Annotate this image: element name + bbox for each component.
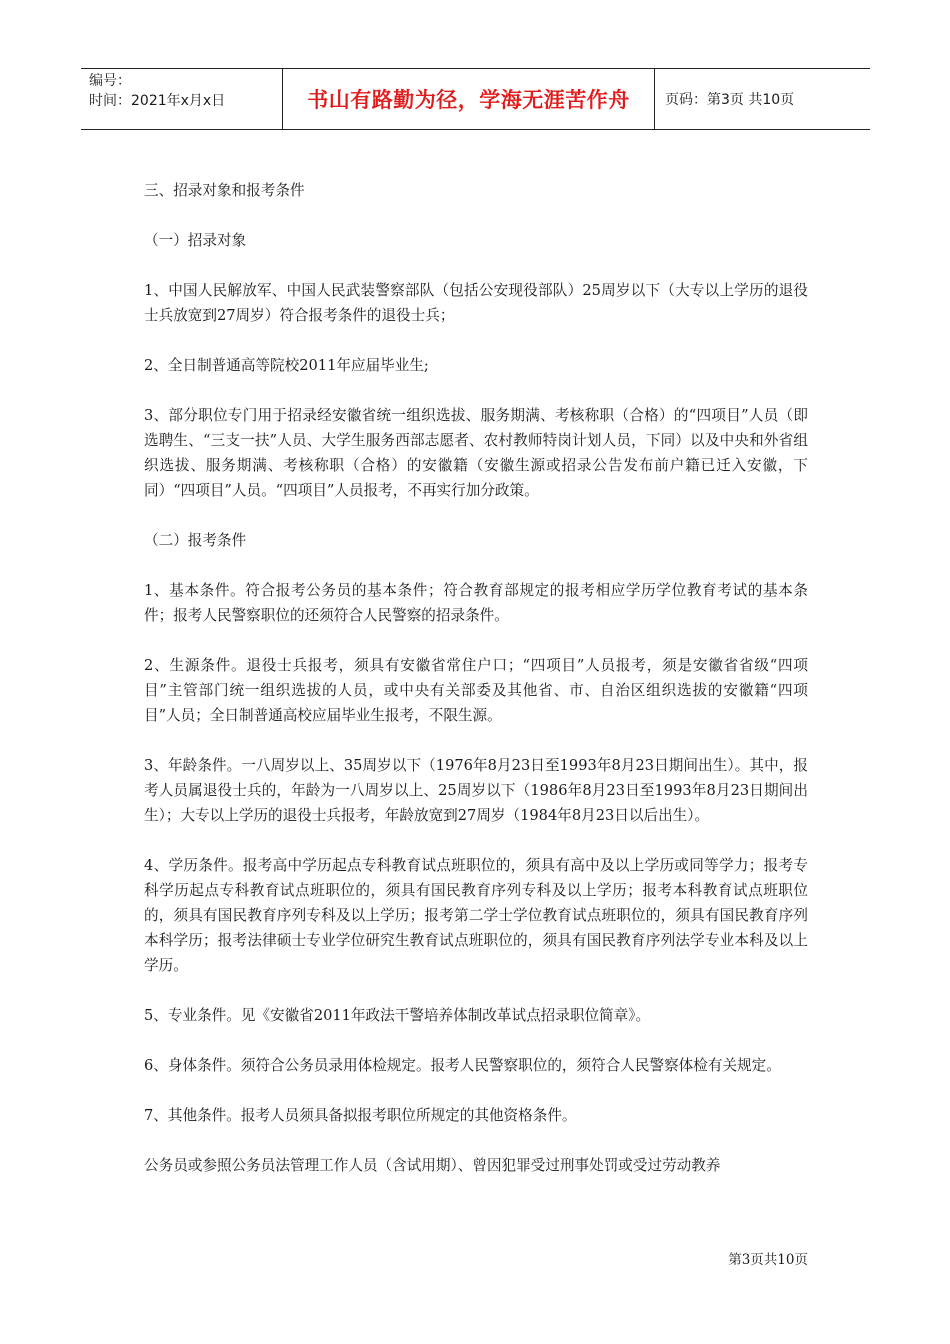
header-page-cell [655,69,870,129]
document-body [144,178,808,1203]
paragraph: 3、部分职位专门用于招录经安徽省统一组织选拔、服务期满、考核称职（合格）的“四项目”人员（即选聘生、“三支一扶”人员、大学生服务西部志愿者、农村教师特岗计划人员，下同）以及中央和外省组织选拔、服务期满、考核称职（合格）的安徽籍（安徽生源或招录公告发布前户籍已迁入安徽，下同）“四项目”人员。“四项目”人员报考，不再实行加分政策。 [144,407,808,499]
paragraph: 7、其他条件。报考人员须具备拟报考职位所规定的其他资格条件。 [144,1107,577,1124]
document-number-label: 编号： [89,73,131,89]
section-heading: 三、招录对象和报考条件 [144,182,305,199]
header-motto-cell [283,69,655,129]
header-page-number: 页码：第3页 共10页 [665,92,795,108]
paragraph: 6、身体条件。须符合公务员录用体检规定。报考人民警察职位的，须符合人民警察体检有关规定。 [144,1057,781,1074]
paragraph: 5、专业条件。见《安徽省2011年政法干警培养体制改革试点招录职位简章》。 [144,1007,651,1024]
document-header [81,68,870,130]
paragraph: 4、学历条件。报考高中学历起点专科教育试点班职位的，须具有高中及以上学历或同等学力；报考专科学历起点专科教育试点班职位的，须具有国民教育序列专科及以上学历；报考本科教育试点班职位的，须具有国民教育序列专科及以上学历；报考第二学士学位教育试点班职位的，须具有国民教育序列本科学历；报考法律硕士专业学位研究生教育试点班职位的，须具有国民教育序列法学专业本科及以上学历。 [144,857,808,974]
header-meta-cell [81,69,283,129]
paragraph: 1、中国人民解放军、中国人民武装警察部队（包括公安现役部队）25周岁以下（大专以上学历的退役士兵放宽到27周岁）符合报考条件的退役士兵； [144,282,808,324]
paragraph: 2、全日制普通高等院校2011年应届毕业生; [144,357,429,374]
subsection-heading: （一）招录对象 [144,232,247,249]
paragraph: 公务员或参照公务员法管理工作人员（含试用期）、曾因犯罪受过刑事处罚或受过劳动教养 [144,1157,721,1174]
header-motto: 书山有路勤为径，学海无涯苦作舟 [307,88,630,112]
paragraph: 1、基本条件。符合报考公务员的基本条件；符合教育部规定的报考相应学历学位教育考试的基本条件；报考人民警察职位的还须符合人民警察的招录条件。 [144,582,808,624]
page-footer: 第3页共10页 [728,1252,808,1268]
document-date: 时间：2021年x月x日 [89,93,226,109]
subsection-heading: （二）报考条件 [144,532,247,549]
paragraph: 3、年龄条件。一八周岁以上、35周岁以下（1976年8月23日至1993年8月23日期间出生）。其中，报考人员属退役士兵的，年龄为一八周岁以上、25周岁以下（1986年8月23日至1993年8月23日期间出生）；大专以上学历的退役士兵报考，年龄放宽到27周岁（1984年8月23日以后出生）。 [144,757,808,824]
paragraph: 2、生源条件。退役士兵报考，须具有安徽省常住户口；“四项目”人员报考，须是安徽省省级“四项目”主管部门统一组织选拔的人员，或中央有关部委及其他省、市、自治区组织选拔的安徽籍“四项目”人员；全日制普通高校应届毕业生报考，不限生源。 [144,657,808,724]
